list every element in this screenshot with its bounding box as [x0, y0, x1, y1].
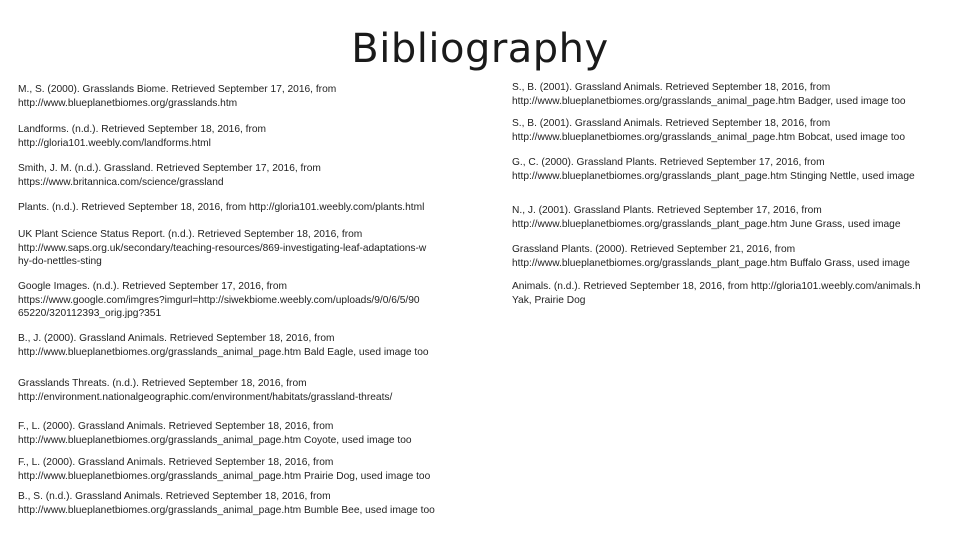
citation-entry: [18, 490, 490, 517]
citation-line: https://www.google.com/imgres?imgurl=http://siwekbiome.weebly.com/uploads/9/0/6/5/90: [18, 294, 420, 306]
citation-line: Grassland Plants. (2000). Retrieved September 21, 2016, from: [512, 244, 796, 255]
citation-entry: [512, 204, 960, 231]
citation-entry: [512, 81, 960, 108]
citation-line: 65220/320112393_orig.jpg?351: [18, 308, 162, 320]
citation-entry: [18, 123, 490, 150]
citation-line: http://www.blueplanetbiomes.org/grasslands.htm: [18, 97, 238, 109]
citation-line: http://www.blueplanetbiomes.org/grasslands_animal_page.htm Bald Eagle, used image too: [18, 346, 429, 358]
citation-line: B., S. (n.d.). Grassland Animals. Retrieved September 18, 2016, from: [18, 491, 331, 502]
citation-entry: [18, 420, 490, 447]
citation-entry: [512, 156, 960, 183]
citation-line: B., J. (2000). Grassland Animals. Retrieved September 18, 2016, from: [18, 333, 335, 344]
citation-line: Smith, J. M. (n.d.). Grassland. Retrieved September 17, 2016, from: [18, 163, 321, 174]
citation-line: http://www.blueplanetbiomes.org/grasslands_animal_page.htm Bumble Bee, used image too: [18, 504, 435, 516]
citation-line: http://www.blueplanetbiomes.org/grasslands_animal_page.htm Badger, used image too: [512, 95, 906, 107]
citation-entry: [512, 243, 960, 270]
citation-line: http://www.blueplanetbiomes.org/grasslands_plant_page.htm Stinging Nettle, used image: [512, 170, 915, 182]
citation-line: M., S. (2000). Grasslands Biome. Retrieved September 17, 2016, from: [18, 84, 337, 95]
citation-entry: [512, 280, 960, 307]
citation-entry: [18, 201, 490, 215]
citation-entry: [512, 117, 960, 144]
citation-entry: [18, 83, 490, 110]
citation-line: F., L. (2000). Grassland Animals. Retrieved September 18, 2016, from: [18, 457, 334, 468]
citation-line: Plants. (n.d.). Retrieved September 18, 2016, from http://gloria101.weebly.com/plants.html: [18, 202, 425, 213]
citation-entry: [18, 280, 490, 321]
citation-line: http://www.blueplanetbiomes.org/grasslands_animal_page.htm Coyote, used image too: [18, 434, 412, 446]
citation-line: G., C. (2000). Grassland Plants. Retrieved September 17, 2016, from: [512, 157, 825, 168]
citation-line: http://www.saps.org.uk/secondary/teaching-resources/869-investigating-leaf-adaptations-w: [18, 242, 427, 254]
citation-entry: [18, 332, 490, 359]
citation-entry: [18, 162, 490, 189]
citation-line: http://www.blueplanetbiomes.org/grasslands_animal_page.htm Prairie Dog, used image too: [18, 470, 431, 482]
page-title: Bibliography: [351, 26, 609, 72]
citation-line: Grasslands Threats. (n.d.). Retrieved September 18, 2016, from: [18, 378, 307, 389]
citation-line: https://www.britannica.com/science/grassland: [18, 176, 224, 188]
citation-entry: [18, 377, 490, 404]
citation-line: Yak, Prairie Dog: [512, 294, 586, 306]
citation-line: N., J. (2001). Grassland Plants. Retrieved September 17, 2016, from: [512, 205, 822, 216]
citation-line: http://www.blueplanetbiomes.org/grasslands_plant_page.htm June Grass, used image: [512, 218, 901, 230]
citation-line: hy-do-nettles-sting: [18, 256, 102, 268]
citation-line: S., B. (2001). Grassland Animals. Retrieved September 18, 2016, from: [512, 118, 831, 129]
citation-line: http://gloria101.weebly.com/landforms.html: [18, 137, 211, 149]
citation-line: UK Plant Science Status Report. (n.d.). Retrieved September 18, 2016, from: [18, 229, 363, 240]
citation-line: Google Images. (n.d.). Retrieved September 17, 2016, from: [18, 281, 287, 292]
citation-line: http://www.blueplanetbiomes.org/grasslands_animal_page.htm Bobcat, used image too: [512, 131, 906, 143]
citation-line: Landforms. (n.d.). Retrieved September 18, 2016, from: [18, 124, 267, 135]
citation-line: http://environment.nationalgeographic.com/environment/habitats/grassland-threats/: [18, 391, 393, 403]
citation-line: Animals. (n.d.). Retrieved September 18, 2016, from http://gloria101.weebly.com/animals.h: [512, 281, 921, 292]
citation-line: F., L. (2000). Grassland Animals. Retrieved September 18, 2016, from: [18, 421, 334, 432]
citation-entry: [18, 228, 490, 269]
citation-line: S., B. (2001). Grassland Animals. Retrieved September 18, 2016, from: [512, 82, 831, 93]
citation-entry: [18, 456, 490, 483]
citation-line: http://www.blueplanetbiomes.org/grasslands_plant_page.htm Buffalo Grass, used image: [512, 257, 910, 269]
